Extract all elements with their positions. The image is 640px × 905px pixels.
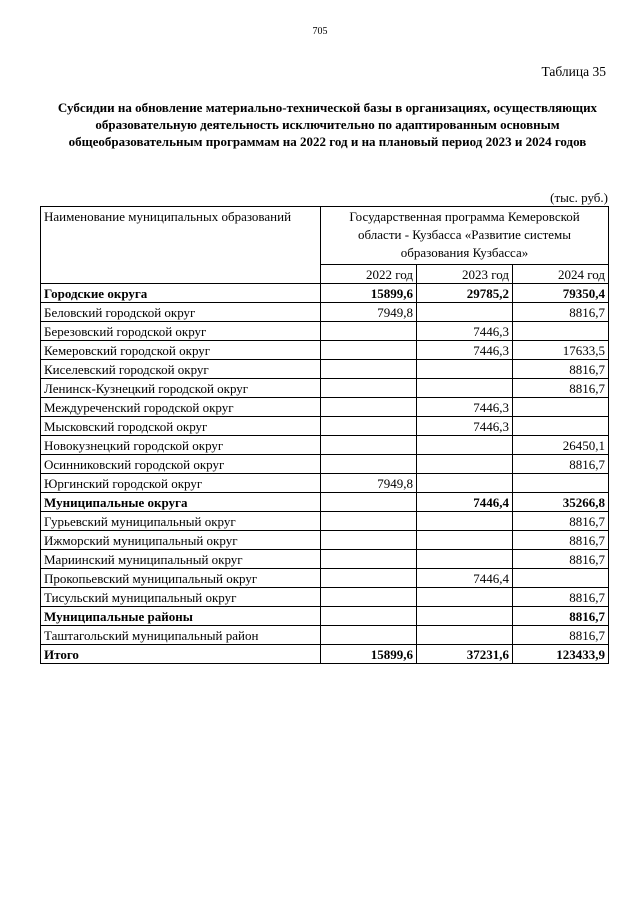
units-label: (тыс. руб.) [550, 190, 608, 205]
table-row [41, 512, 609, 531]
value-2022 [321, 455, 417, 474]
document-title: Субсидии на обновление материально-технической базы в организациях, осуществляющих образовательную деятельность исключительно по адаптированным основным общеобразовательным программам на 2022 год и на плановый период 2023 и 2024 годов [57, 100, 598, 149]
table-row [41, 455, 609, 474]
value-2024 [513, 417, 609, 436]
value-2023 [417, 455, 513, 474]
municipality-name: Киселевский городской округ [41, 360, 321, 379]
value-2024: 8816,7 [513, 512, 609, 531]
municipality-name: Мариинский муниципальный округ [41, 550, 321, 569]
value-2024: 26450,1 [513, 436, 609, 455]
value-2022 [321, 569, 417, 588]
value-2022 [321, 341, 417, 360]
subsidy-table [40, 206, 609, 664]
value-2023 [417, 360, 513, 379]
table-row [41, 379, 609, 398]
value-2024 [513, 569, 609, 588]
table-row [41, 569, 609, 588]
page-number: 705 [312, 26, 328, 37]
value-2024: 8816,7 [513, 360, 609, 379]
value-2024: 8816,7 [513, 379, 609, 398]
value-2023: 37231,6 [417, 645, 513, 664]
table-row [41, 550, 609, 569]
program-column-header: Государственная программа Кемеровской области - Кузбасса «Развитие системы образования Кузбасса» [321, 207, 609, 265]
municipality-name: Гурьевский муниципальный округ [41, 512, 321, 531]
municipality-name: Березовский городской округ [41, 322, 321, 341]
table-row [41, 398, 609, 417]
value-2022 [321, 588, 417, 607]
value-2022 [321, 322, 417, 341]
table-row [41, 436, 609, 455]
value-2024: 8816,7 [513, 626, 609, 645]
value-2022 [321, 626, 417, 645]
value-2022: 7949,8 [321, 303, 417, 322]
municipality-name: Ижморский муниципальный округ [41, 531, 321, 550]
value-2024: 8816,7 [513, 531, 609, 550]
value-2022 [321, 607, 417, 626]
municipality-name: Междуреченский городской округ [41, 398, 321, 417]
value-2024: 8816,7 [513, 455, 609, 474]
value-2022 [321, 417, 417, 436]
table-label: Таблица 35 [541, 64, 606, 79]
table-row [41, 322, 609, 341]
value-2024: 123433,9 [513, 645, 609, 664]
value-2023 [417, 626, 513, 645]
table-row [41, 607, 609, 626]
value-2023 [417, 379, 513, 398]
table-header-row [41, 207, 609, 265]
table-row [41, 626, 609, 645]
municipality-name: Прокопьевский муниципальный округ [41, 569, 321, 588]
table-body [41, 284, 609, 664]
value-2022 [321, 436, 417, 455]
value-2022 [321, 493, 417, 512]
table-row [41, 303, 609, 322]
municipality-name: Итого [41, 645, 321, 664]
value-2022 [321, 550, 417, 569]
table-row [41, 417, 609, 436]
table-row [41, 284, 609, 303]
municipality-name: Кемеровский городской округ [41, 341, 321, 360]
value-2023 [417, 607, 513, 626]
value-2023 [417, 512, 513, 531]
table-row [41, 474, 609, 493]
value-2024: 8816,7 [513, 588, 609, 607]
municipality-name: Городские округа [41, 284, 321, 303]
value-2023: 7446,4 [417, 569, 513, 588]
year-header-2023: 2023 год [417, 265, 513, 284]
value-2023: 7446,3 [417, 417, 513, 436]
name-column-header: Наименование муниципальных образований [41, 207, 321, 284]
value-2022 [321, 531, 417, 550]
value-2022: 15899,6 [321, 284, 417, 303]
value-2023 [417, 303, 513, 322]
municipality-name: Юргинский городской округ [41, 474, 321, 493]
year-header-2022: 2022 год [321, 265, 417, 284]
value-2023 [417, 588, 513, 607]
value-2023 [417, 436, 513, 455]
value-2023 [417, 550, 513, 569]
municipality-name: Муниципальные округа [41, 493, 321, 512]
municipality-name: Ленинск-Кузнецкий городской округ [41, 379, 321, 398]
value-2023: 7446,3 [417, 322, 513, 341]
value-2024 [513, 322, 609, 341]
value-2024: 8816,7 [513, 607, 609, 626]
value-2024: 35266,8 [513, 493, 609, 512]
table-row [41, 493, 609, 512]
value-2023: 7446,3 [417, 398, 513, 417]
value-2023: 29785,2 [417, 284, 513, 303]
value-2022: 15899,6 [321, 645, 417, 664]
municipality-name: Новокузнецкий городской округ [41, 436, 321, 455]
value-2022 [321, 398, 417, 417]
table-row [41, 645, 609, 664]
municipality-name: Таштагольский муниципальный район [41, 626, 321, 645]
value-2024: 17633,5 [513, 341, 609, 360]
municipality-name: Мысковский городской округ [41, 417, 321, 436]
year-header-2024: 2024 год [513, 265, 609, 284]
value-2024: 79350,4 [513, 284, 609, 303]
table-row [41, 588, 609, 607]
value-2023 [417, 531, 513, 550]
value-2022: 7949,8 [321, 474, 417, 493]
value-2023 [417, 474, 513, 493]
table-row [41, 531, 609, 550]
value-2022 [321, 512, 417, 531]
municipality-name: Муниципальные районы [41, 607, 321, 626]
table-row [41, 360, 609, 379]
value-2024: 8816,7 [513, 303, 609, 322]
value-2024: 8816,7 [513, 550, 609, 569]
value-2023: 7446,3 [417, 341, 513, 360]
value-2024 [513, 474, 609, 493]
table-row [41, 341, 609, 360]
municipality-name: Осинниковский городской округ [41, 455, 321, 474]
value-2024 [513, 398, 609, 417]
municipality-name: Беловский городской округ [41, 303, 321, 322]
municipality-name: Тисульский муниципальный округ [41, 588, 321, 607]
value-2022 [321, 360, 417, 379]
value-2022 [321, 379, 417, 398]
value-2023: 7446,4 [417, 493, 513, 512]
